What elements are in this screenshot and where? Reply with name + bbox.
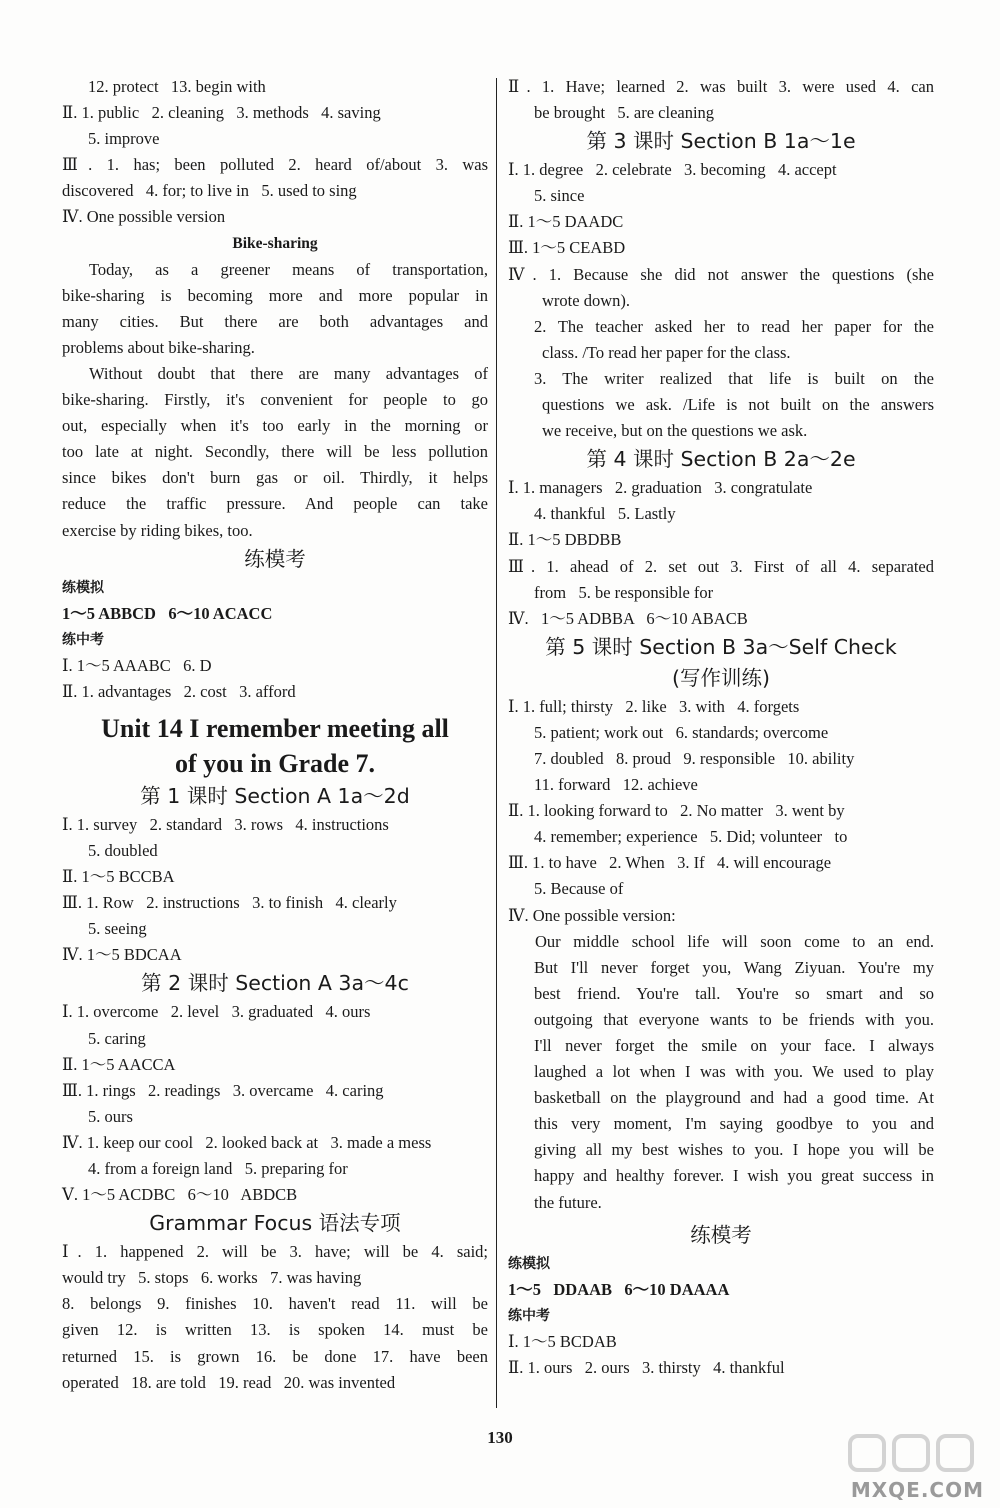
- essay-line: outgoing that everyone wants to be friends with you.: [534, 1009, 934, 1029]
- essay-line: Without doubt that there are many advantages of: [89, 363, 488, 383]
- answer-line: Ⅱ. 1. ours 2. ours 3. thirsty 4. thankful: [508, 1357, 785, 1377]
- essay-line: Today, as a greener means of transportation,: [89, 259, 488, 279]
- unit-title-line-2: of you in Grade 7.: [174, 748, 376, 778]
- answer-line: Ⅰ. 1. degree 2. celebrate 3. becoming 4. accept: [508, 160, 837, 180]
- answer-line: Ⅰ. 1. managers 2. graduation 3. congratulate: [508, 478, 813, 498]
- essay-line: But I'll never forget you, Wang Ziyuan. You're my: [534, 957, 934, 977]
- mock-answer: 1～5 ABBCD 6～10 ACACC: [62, 603, 273, 623]
- answer-line: discovered 4. for; to live in 5. used to sing: [62, 181, 357, 201]
- essay-line: bike-sharing is becoming more and more popular in: [62, 285, 488, 305]
- essay-line: too late at night. Secondly, there will be less pollution: [62, 442, 488, 462]
- exam-answers: [508, 1329, 934, 1381]
- essay-line: the future.: [534, 1192, 602, 1212]
- essay-title: Bike-sharing: [232, 234, 318, 252]
- essay-line: this very moment, I'm saying goodbye to you and: [534, 1114, 934, 1134]
- answer-line: 5. caring: [88, 1028, 146, 1048]
- right-sections: [508, 126, 934, 1215]
- answer-line: 5. improve: [88, 129, 160, 149]
- answer-line: Ⅲ. 1～5 CEABD: [508, 238, 626, 258]
- answer-line: given 12. is written 13. is spoken 14. must be: [62, 1320, 488, 1340]
- answer-line: Ⅳ. One possible version: [62, 207, 226, 227]
- answer-line: operated 18. are told 19. read 20. was invented: [62, 1372, 396, 1392]
- answer-line: Ⅲ. 1. rings 2. readings 3. overcame 4. caring: [62, 1080, 384, 1100]
- right-column: [508, 74, 934, 1381]
- right-top-answers: [508, 74, 934, 126]
- answer-line: 5. Because of: [534, 879, 624, 899]
- column-divider: [496, 78, 497, 1408]
- answer-line: 11. forward 12. achieve: [534, 775, 698, 795]
- answer-line: Ⅲ. 1. ahead of 2. set out 3. First of all 4. separated: [508, 556, 934, 576]
- answer-line: 5. seeing: [88, 919, 147, 939]
- section-title: 第 1 课时 Section A 1a～2d: [140, 783, 410, 808]
- answer-line: 5. ours: [88, 1106, 133, 1126]
- essay-line: I'll never forget the smile on your face. I always: [534, 1036, 934, 1055]
- answer-line: questions we ask. /Life is not built on the answers: [542, 395, 934, 415]
- answer-line: Ⅱ. 1. public 2. cleaning 3. methods 4. saving: [62, 103, 381, 123]
- answer-line: be brought 5. are cleaning: [534, 103, 715, 123]
- page-number: 130: [487, 1428, 513, 1447]
- essay-line: bike-sharing. Firstly, it's convenient for people to go: [62, 390, 488, 410]
- answer-line: Ⅳ. 1. Because she did not answer the questions (she: [508, 264, 934, 284]
- practice-title: 练模考: [244, 546, 306, 571]
- answer-line: 5. since: [534, 186, 585, 206]
- essay-body: [62, 257, 488, 544]
- answer-line: Ⅴ. 1～5 ACDBC 6～10 ABDCB: [62, 1185, 298, 1205]
- watermark-text: MXQE.COM: [850, 1478, 984, 1502]
- answer-line: Ⅳ. 1. keep our cool 2. looked back at 3. made a mess: [62, 1132, 432, 1152]
- left-column: [62, 74, 488, 1396]
- exam-label: 练中考: [62, 631, 104, 648]
- answer-line: 3. The writer realized that life is built on the: [534, 368, 934, 388]
- essay-line: problems about bike-sharing.: [62, 337, 255, 357]
- section-title: 第 5 课时 Section B 3a～Self Check: [545, 634, 897, 659]
- section-subtitle: (写作训练): [672, 665, 770, 690]
- answer-line: we receive, but on the questions we ask.: [542, 421, 808, 441]
- answer-line: Ⅰ. 1～5 AAABC 6. D: [62, 655, 212, 675]
- answer-line: Ⅲ. 1. has; been polluted 2. heard of/about 3. was: [62, 155, 488, 175]
- answer-line: 4. from a foreign land 5. preparing for: [88, 1159, 348, 1178]
- unit-title: [62, 711, 488, 781]
- answer-line: Ⅳ. 1～5 ADBBA 6～10 ABACB: [508, 608, 748, 628]
- answer-line: 4. remember; experience 5. Did; volunteer to: [534, 827, 848, 847]
- practice-title: 练模考: [690, 1222, 752, 1247]
- answer-line: class. /To read her paper for the class.: [542, 342, 791, 362]
- essay-line: basketball on the playground and had a good time. At: [534, 1088, 934, 1108]
- answer-line: Ⅲ. 1. to have 2. When 3. If 4. will encourage: [508, 853, 832, 873]
- essay-line: many cities. But there are both advantages and: [62, 311, 488, 331]
- exam-answers: [62, 653, 488, 705]
- answer-line: wrote down).: [542, 290, 630, 310]
- answer-line: Ⅱ. 1. advantages 2. cost 3. afford: [62, 681, 296, 701]
- answer-line: Ⅱ. 1～5 DBDBB: [508, 530, 622, 550]
- answer-line: would try 5. stops 6. works 7. was having: [62, 1268, 362, 1288]
- mock-answer: 1～5 DDAAB 6～10 DAAAA: [508, 1279, 730, 1299]
- answer-line: Ⅰ. 1. full; thirsty 2. like 3. with 4. forgets: [508, 696, 800, 716]
- answer-line: returned 15. is grown 16. be done 17. have been: [62, 1346, 488, 1366]
- essay-line: since bikes don't burn gas or oil. Thirdly, it helps: [62, 468, 488, 488]
- answer-line: Ⅳ. One possible version:: [508, 905, 676, 925]
- answer-line: 5. doubled: [88, 840, 158, 860]
- answer-line: Ⅰ. 1. survey 2. standard 3. rows 4. instructions: [62, 814, 389, 834]
- essay-line: happy and healthy forever. I wish you great success in: [534, 1166, 934, 1186]
- answer-line: Ⅱ. 1. Have; learned 2. was built 3. were used 4. can: [508, 77, 934, 96]
- answer-line: 7. doubled 8. proud 9. responsible 10. ability: [534, 748, 855, 768]
- left-sections: [62, 781, 488, 1396]
- essay-line: out, especially when it's too early in the morning or: [62, 416, 488, 436]
- answer-line: Ⅱ. 1～5 AACCA: [62, 1054, 176, 1074]
- answer-line: Ⅰ. 1～5 BCDAB: [508, 1331, 617, 1351]
- mock-label: 练模拟: [62, 579, 104, 596]
- section-title: 第 3 课时 Section B 1a～1e: [586, 129, 856, 154]
- answer-line: Ⅳ. 1～5 BDCAA: [62, 945, 182, 965]
- unit-title-line-1: Unit 14 I remember meeting all: [101, 713, 449, 743]
- answer-line: 8. belongs 9. finishes 10. haven't read 11. will be: [62, 1294, 488, 1314]
- answer-line: Ⅰ. 1. happened 2. will be 3. have; will be 4. said;: [62, 1242, 488, 1262]
- left-top-answers: [62, 74, 488, 231]
- essay-line: best friend. You're tall. You're so smart and so: [534, 983, 934, 1003]
- answer-line: Ⅲ. 1. Row 2. instructions 3. to finish 4. clearly: [62, 893, 397, 913]
- essay-line: laughed a lot when I was with you. We used to play: [534, 1062, 934, 1082]
- essay-line: Our middle school life will soon come to an end.: [535, 931, 934, 951]
- essay-line: reduce the traffic pressure. And people can take: [62, 494, 488, 514]
- answer-line: Ⅱ. 1～5 BCCBA: [62, 867, 175, 887]
- exam-label: 练中考: [508, 1307, 550, 1324]
- answer-line: Ⅱ. 1～5 DAADC: [508, 212, 624, 232]
- mock-label: 练模拟: [508, 1255, 550, 1272]
- essay-line: exercise by riding bikes, too.: [62, 520, 253, 540]
- section-title: 第 2 课时 Section A 3a～4c: [141, 971, 409, 996]
- answer-line: 5. patient; work out 6. standards; overcome: [534, 722, 829, 742]
- answer-line: Ⅰ. 1. overcome 2. level 3. graduated 4. ours: [62, 1002, 371, 1022]
- answer-line: 4. thankful 5. Lastly: [534, 504, 676, 524]
- answer-line: 2. The teacher asked her to read her paper for the: [534, 316, 934, 336]
- essay-line: giving all my best wishes to you. I hope you will be: [534, 1140, 934, 1160]
- answer-line: from 5. be responsible for: [534, 582, 714, 602]
- section-title: 第 4 课时 Section B 2a～2e: [586, 447, 856, 472]
- section-title: Grammar Focus 语法专项: [149, 1211, 401, 1236]
- answer-line: 12. protect 13. begin with: [88, 77, 266, 96]
- answer-line: Ⅱ. 1. looking forward to 2. No matter 3. went by: [508, 801, 845, 821]
